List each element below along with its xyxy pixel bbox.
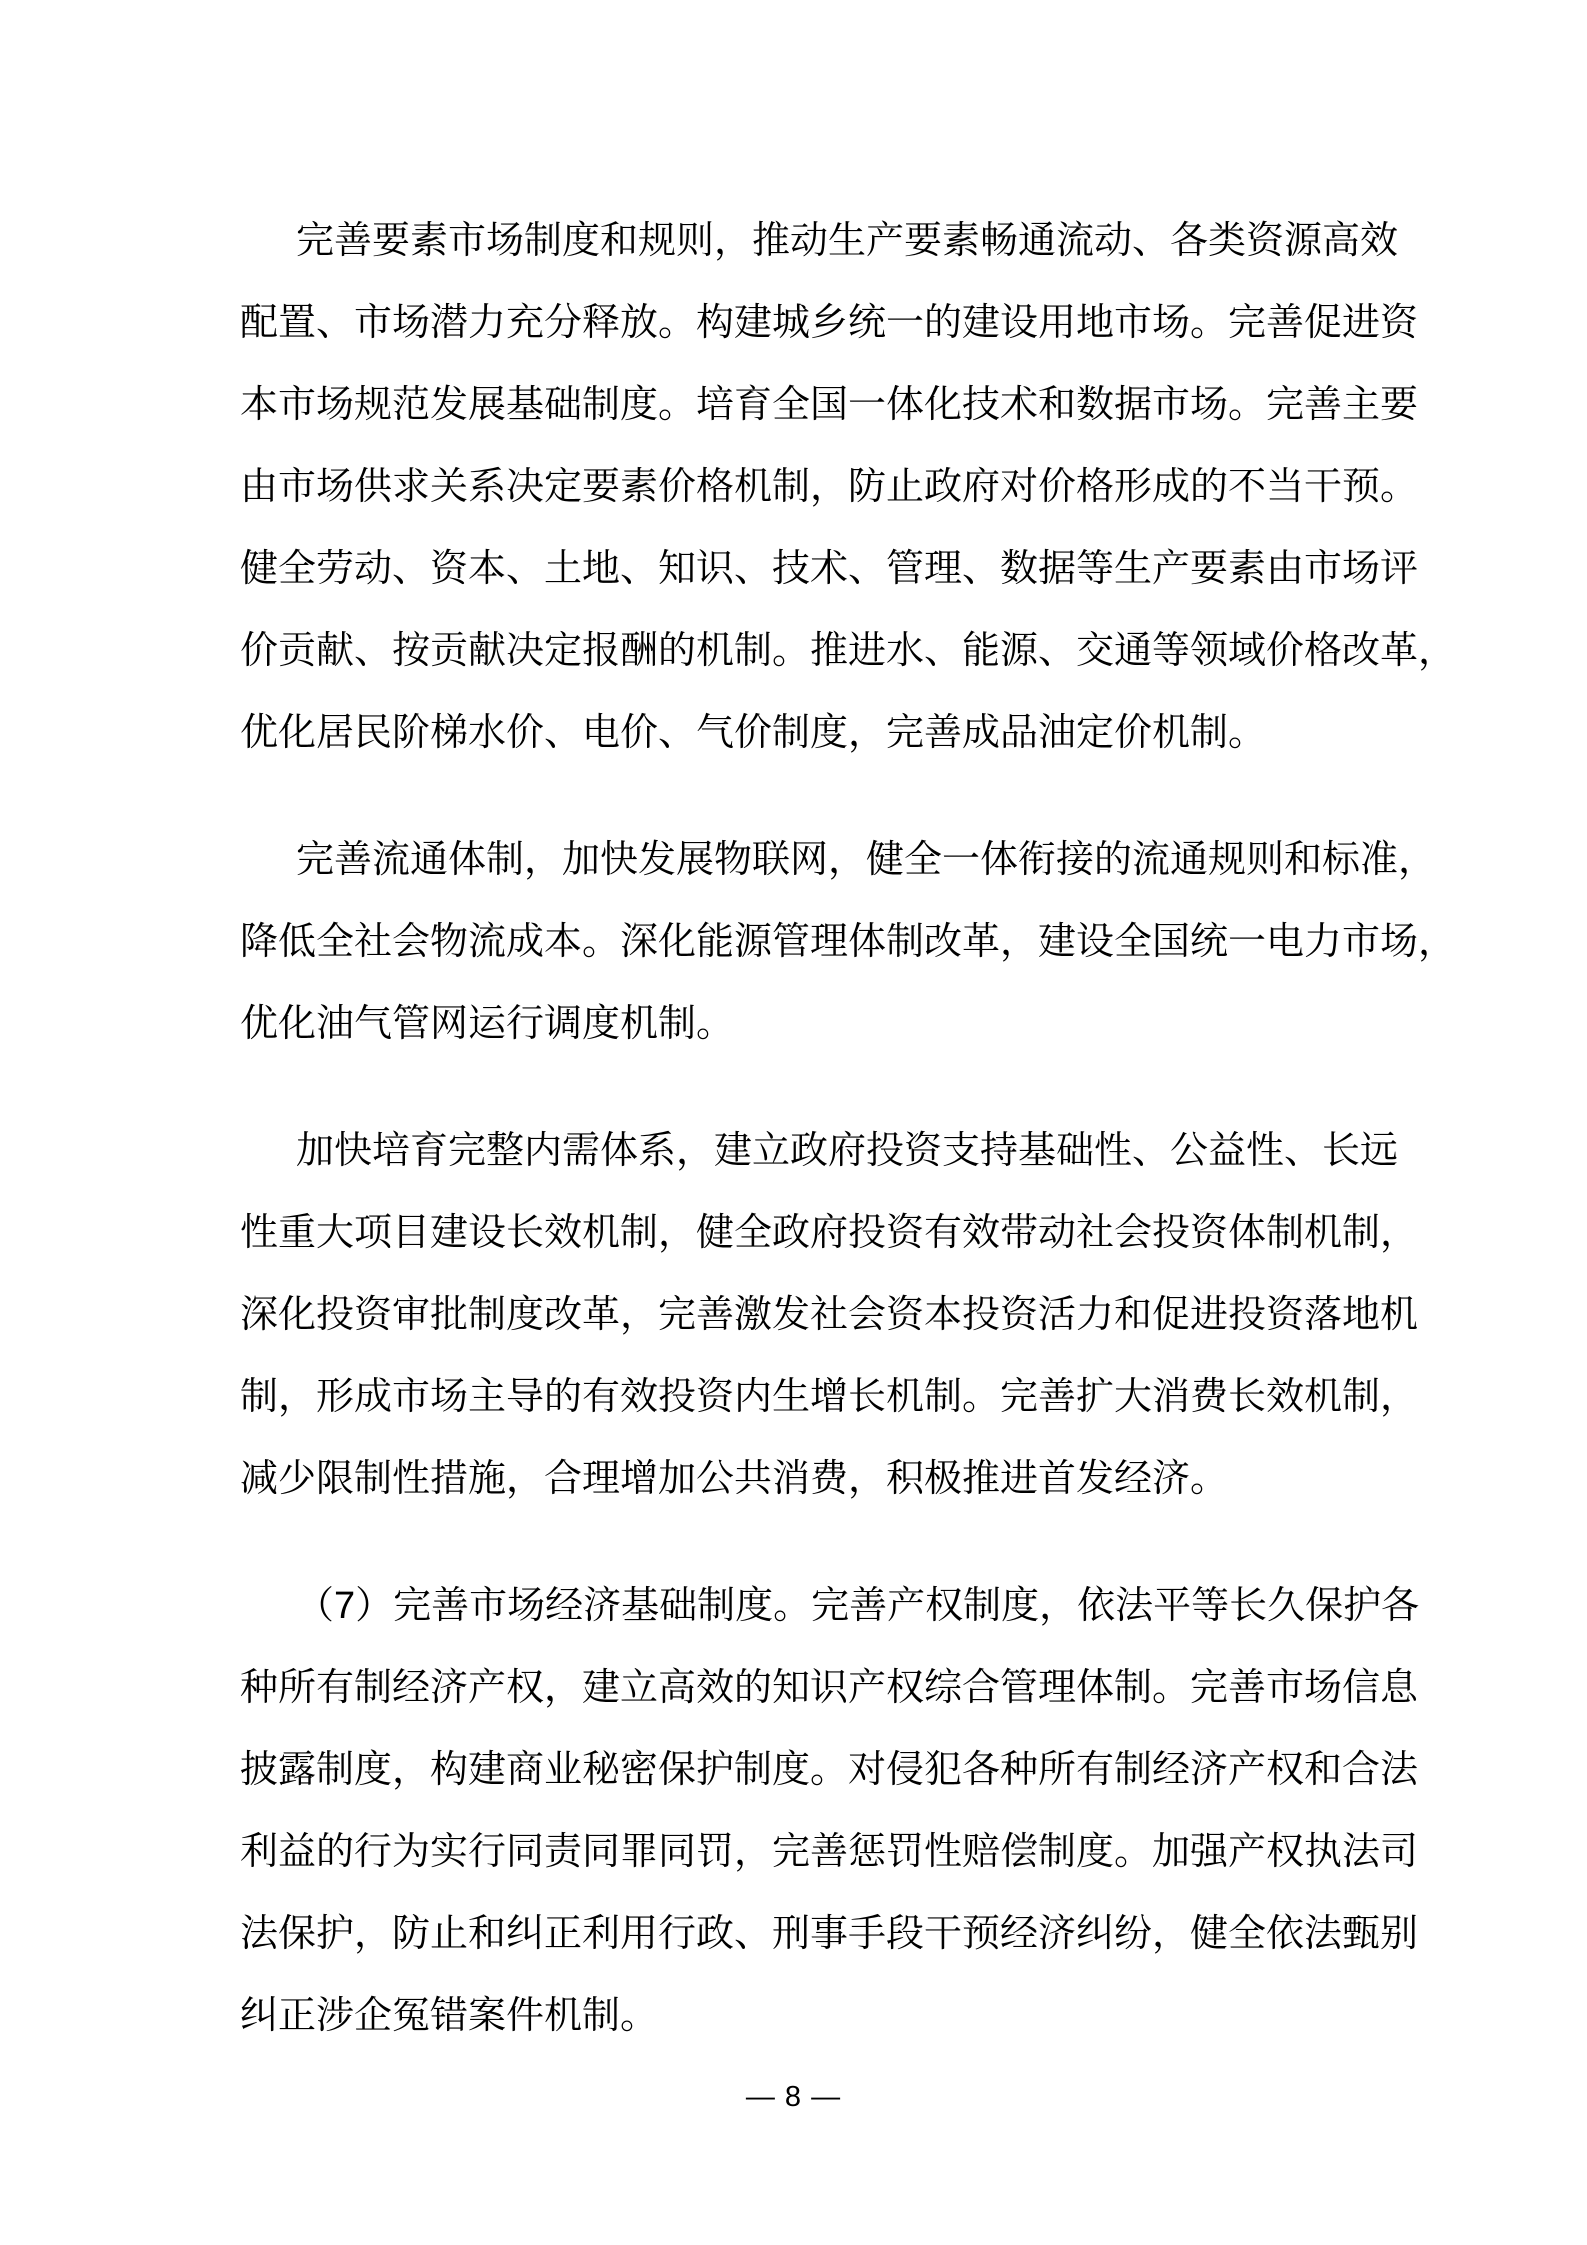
text-line: 法保护，防止和纠正利用行政、刑事手段干预经济纠纷，健全依法甄别 xyxy=(240,1913,1419,1955)
text-line: 由市场供求关系决定要素价格机制，防止政府对价格形成的不当干预。 xyxy=(240,466,1419,508)
text-line: （7）完善市场经济基础制度。完善产权制度，依法平等长久保护各 xyxy=(296,1585,1420,1627)
text-line: 配置、市场潜力充分释放。构建城乡统一的建设用地市场。完善促进资 xyxy=(240,302,1419,344)
body-paragraph xyxy=(240,1565,1420,2057)
text-line: 利益的行为实行同责同罪同罚，完善惩罚性赔偿制度。加强产权执法司 xyxy=(240,1831,1419,1873)
document-body xyxy=(240,200,1457,2057)
text-line: 加快培育完整内需体系，建立政府投资支持基础性、公益性、长远 xyxy=(296,1130,1399,1172)
body-paragraph xyxy=(240,1110,1419,1520)
text-line: 纠正涉企冤错案件机制。 xyxy=(240,1995,659,2037)
body-paragraph xyxy=(240,819,1457,1065)
text-line: 优化油气管网运行调度机制。 xyxy=(240,1003,735,1045)
page-number: — 8 — xyxy=(745,2081,842,2113)
text-line: 价贡献、按贡献决定报酬的机制。推进水、能源、交通等领域价格改革， xyxy=(240,630,1457,672)
text-line: 降低全社会物流成本。深化能源管理体制改革，建设全国统一电力市场， xyxy=(240,921,1457,963)
text-line: 性重大项目建设长效机制，健全政府投资有效带动社会投资体制机制， xyxy=(240,1212,1419,1254)
text-line: 本市场规范发展基础制度。培育全国一体化技术和数据市场。完善主要 xyxy=(240,384,1419,426)
text-line: 优化居民阶梯水价、电价、气价制度，完善成品油定价机制。 xyxy=(240,712,1267,754)
text-line: 制，形成市场主导的有效投资内生增长机制。完善扩大消费长效机制， xyxy=(240,1376,1419,1418)
body-paragraph xyxy=(240,200,1457,774)
text-line: 完善要素市场制度和规则，推动生产要素畅通流动、各类资源高效 xyxy=(296,220,1399,262)
text-line: 种所有制经济产权，建立高效的知识产权综合管理体制。完善市场信息 xyxy=(240,1667,1419,1709)
text-line: 披露制度，构建商业秘密保护制度。对侵犯各种所有制经济产权和合法 xyxy=(240,1749,1419,1791)
text-line: 健全劳动、资本、土地、知识、技术、管理、数据等生产要素由市场评 xyxy=(240,548,1419,590)
text-line: 深化投资审批制度改革，完善激发社会资本投资活力和促进投资落地机 xyxy=(240,1294,1419,1336)
text-line: 减少限制性措施，合理增加公共消费，积极推进首发经济。 xyxy=(240,1458,1229,1500)
text-line: 完善流通体制，加快发展物联网，健全一体衔接的流通规则和标准， xyxy=(296,839,1437,881)
